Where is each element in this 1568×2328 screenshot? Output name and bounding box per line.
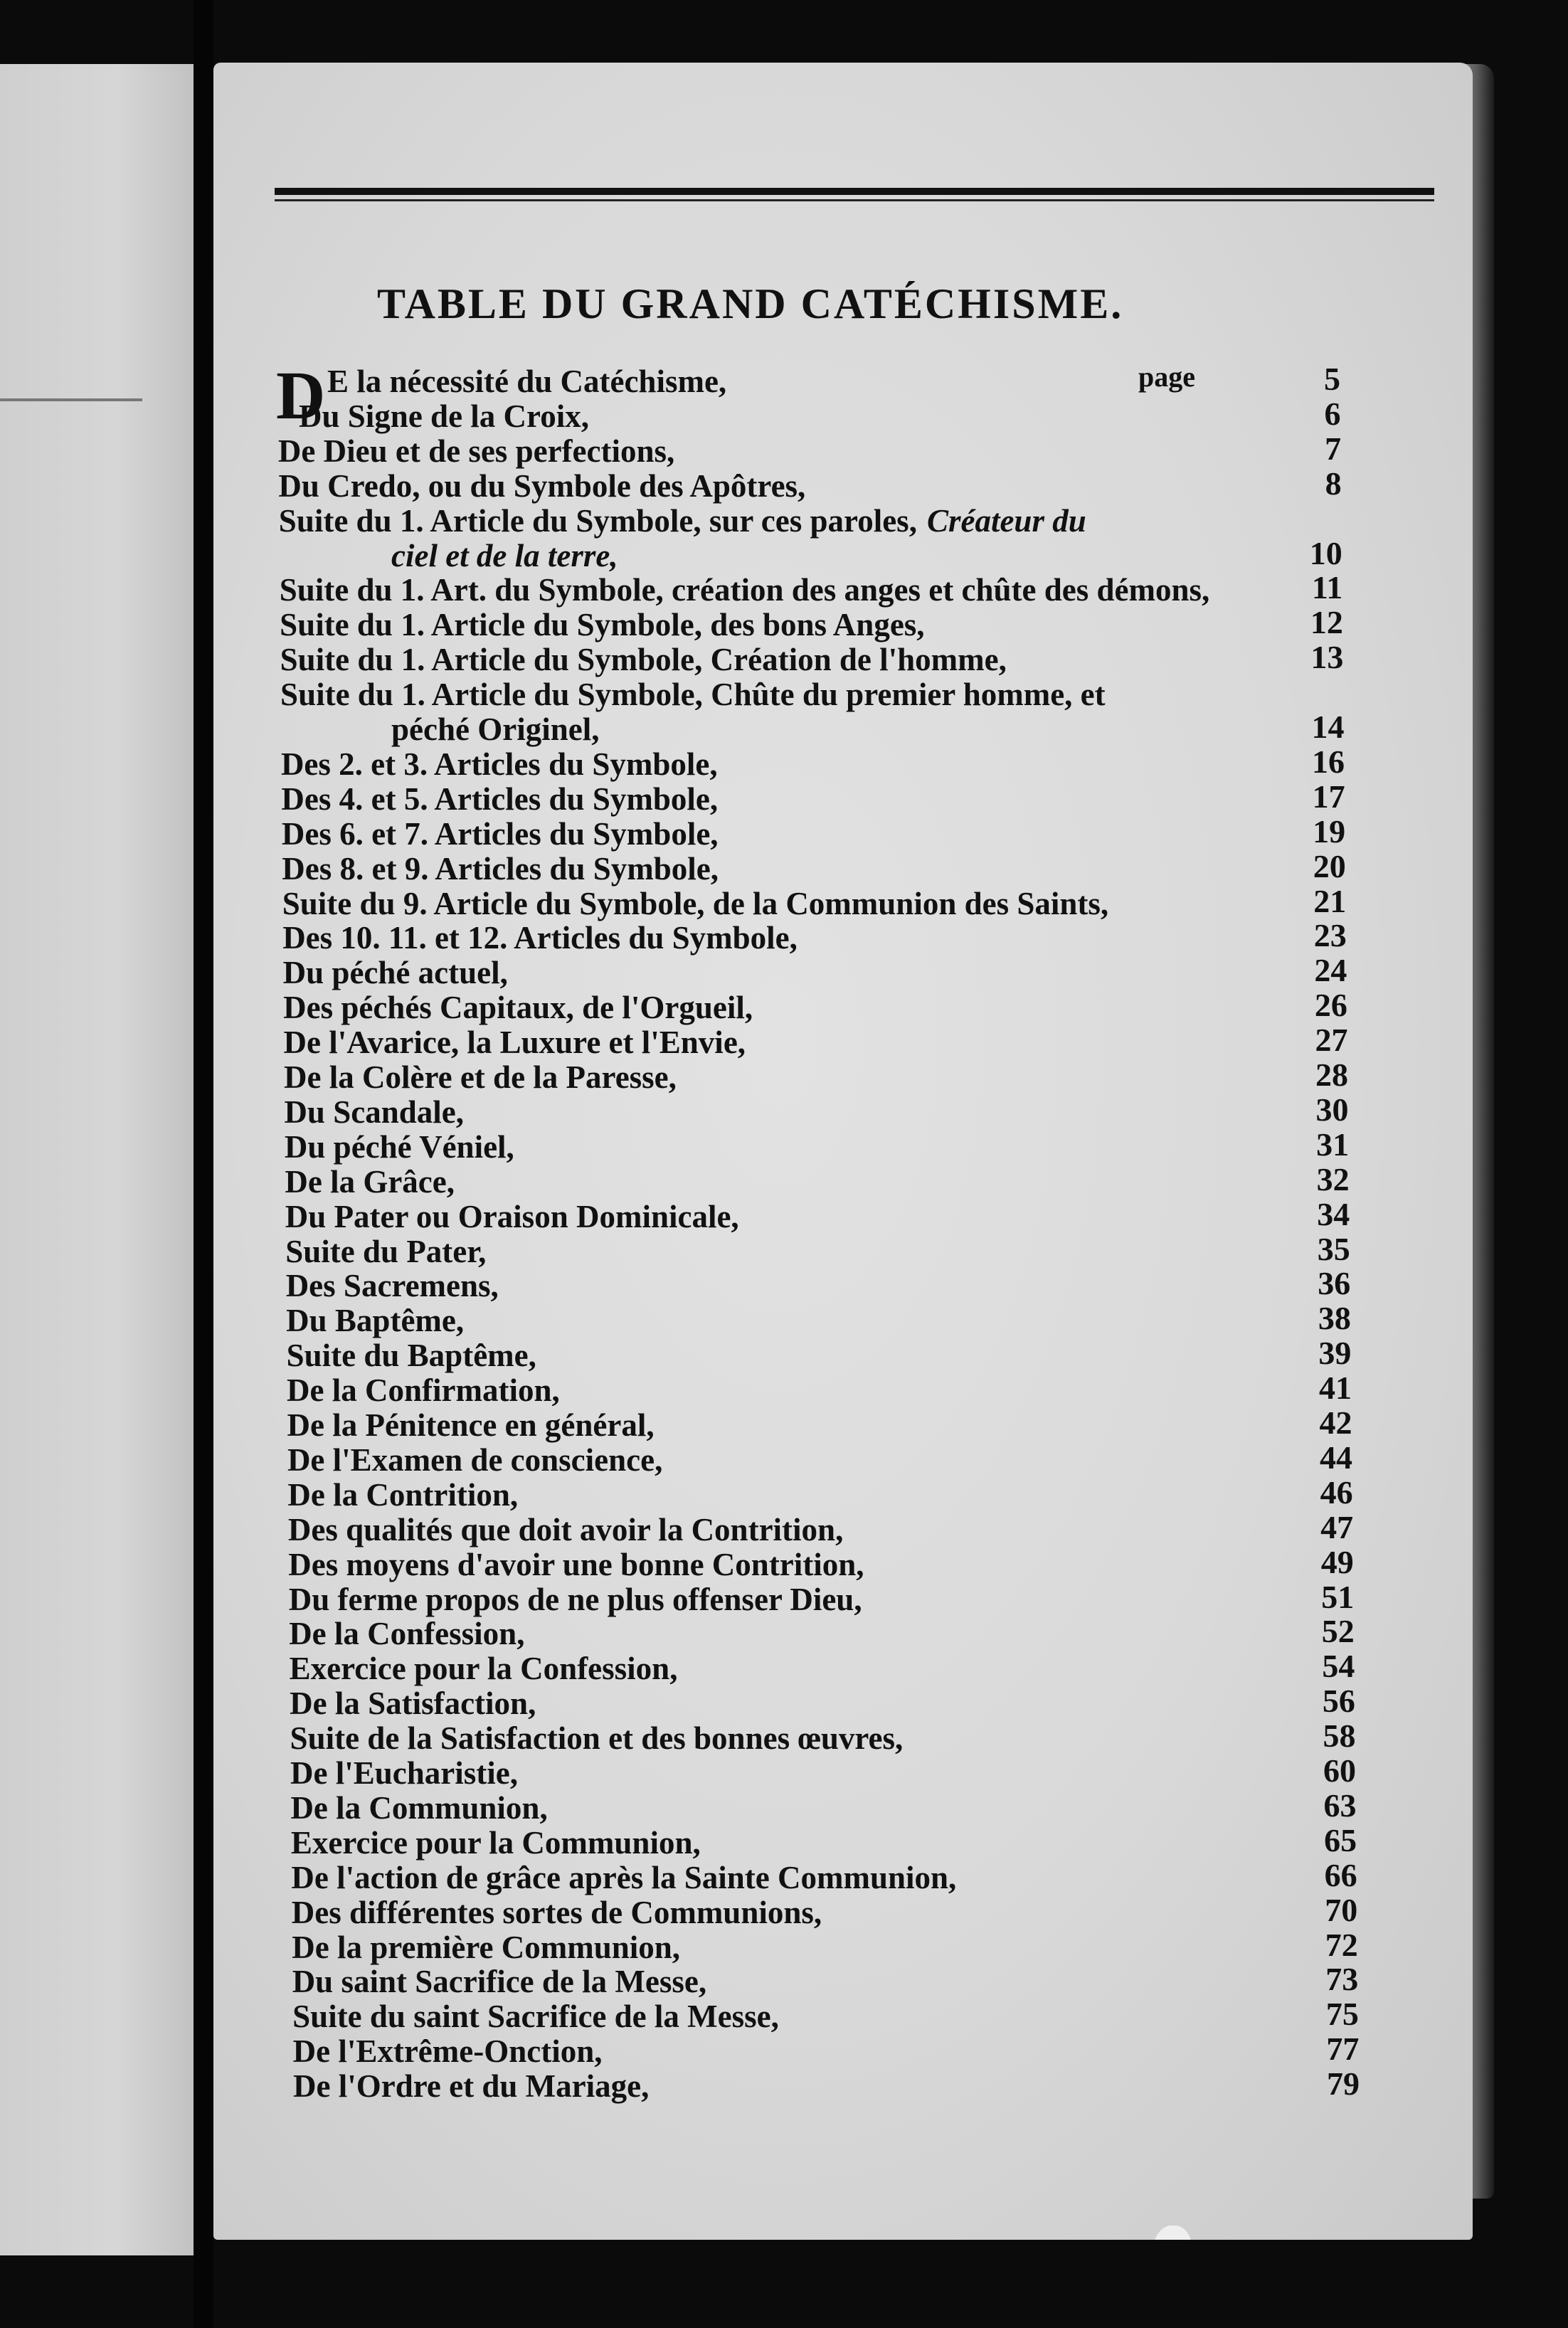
- toc-entry: [282, 885, 1108, 922]
- toc-entry-label: Exercice pour la Communion,: [290, 1824, 701, 1861]
- toc-entry-label: Des différentes sortes de Communions,: [291, 1894, 822, 1930]
- toc-entry: [283, 989, 753, 1026]
- toc-entry: [282, 919, 798, 956]
- toc-page-number: 23: [1313, 917, 1347, 954]
- toc-entry-label: De l'action de grâce après la Sainte Communion,: [291, 1859, 957, 1895]
- toc-entry: [284, 1094, 464, 1131]
- toc-entry-label: De la Contrition,: [287, 1476, 519, 1513]
- toc-entry: [285, 1198, 739, 1235]
- toc-page-number: 79: [1326, 2065, 1360, 2102]
- toc-page-number: 49: [1320, 1543, 1354, 1580]
- toc-entry-label: Suite du 1. Article du Symbole, sur ces paroles,: [278, 502, 917, 539]
- toc-entry: [280, 676, 1106, 713]
- toc-page-number: 52: [1321, 1613, 1355, 1650]
- toc-entry-label: ciel et de la terre,: [391, 537, 618, 573]
- toc-entry: [288, 1511, 843, 1548]
- toc-entry: [289, 1615, 524, 1652]
- toc-entry: [293, 2068, 649, 2105]
- drop-cap: D: [276, 357, 326, 433]
- toc-entry-label: De l'Ordre et du Mariage,: [293, 2068, 650, 2105]
- toc-page-number: 39: [1318, 1335, 1352, 1372]
- toc-entry: [282, 850, 719, 887]
- toc-page-number: 32: [1316, 1160, 1350, 1197]
- toc-entry-label: De la première Communion,: [292, 1929, 681, 1965]
- page-column-label: page: [1138, 361, 1195, 393]
- toc-entry-label: péché Originel,: [391, 711, 600, 747]
- toc-entry-label: Des moyens d'avoir une bonne Contrition,: [288, 1546, 864, 1582]
- toc-entry-label: Suite du 1. Article du Symbole, des bons Anges,: [280, 607, 925, 643]
- toc-page-number: 66: [1324, 1856, 1357, 1893]
- toc-entry: [292, 1963, 706, 2000]
- toc-page-number: 77: [1326, 2031, 1360, 2068]
- toc-entry: [287, 1372, 560, 1409]
- toc-entry-label: Suite du 1. Art. du Symbole, création des anges et chûte des démons,: [279, 572, 1210, 608]
- toc-entry-label: Du Scandale,: [284, 1094, 464, 1130]
- toc-entry: [290, 1789, 547, 1826]
- toc-page-number: 47: [1320, 1508, 1354, 1545]
- toc-entry-label: De la Confession,: [289, 1616, 525, 1652]
- toc-page-number: 14: [1311, 709, 1345, 745]
- toc-page-number: 51: [1321, 1578, 1355, 1615]
- toc-entry-label: Du Signe de la Croix,: [299, 398, 589, 434]
- toc-entry-label: Du saint Sacrifice de la Messe,: [292, 1964, 707, 2000]
- toc-entry-label: Du péché Véniel,: [284, 1128, 514, 1165]
- toc-page-number: 24: [1314, 952, 1347, 989]
- toc-entry: [290, 1685, 536, 1722]
- toc-entry-label: Suite du 1. Article du Symbole, Chûte du premier homme, et: [280, 677, 1106, 713]
- toc-page-number: 5: [1324, 361, 1340, 397]
- toc-entry: [291, 1859, 956, 1896]
- toc-entry: [282, 815, 719, 852]
- toc-entry-label: Suite de la Satisfaction et des bonnes œuvres,: [290, 1720, 904, 1757]
- toc-entry: [327, 363, 726, 400]
- toc-entry: [293, 2033, 603, 2070]
- toc-page-number: 31: [1316, 1126, 1350, 1163]
- toc-page-number: 42: [1319, 1404, 1352, 1441]
- toc-page-number: 60: [1323, 1752, 1356, 1789]
- toc-page-number: 56: [1322, 1683, 1355, 1720]
- toc-entry: [288, 1546, 864, 1583]
- toc-entry-label: De Dieu et de ses perfections,: [277, 433, 675, 469]
- toc-page-number: 41: [1318, 1370, 1352, 1407]
- toc-entry: [292, 1929, 680, 1966]
- toc-entry: [283, 954, 508, 991]
- toc-entry-label: Exercice pour la Confession,: [289, 1651, 678, 1687]
- top-rule-thin: [275, 199, 1434, 201]
- toc-entry-label: Des Sacremens,: [285, 1268, 499, 1304]
- toc-entry: [292, 1894, 822, 1931]
- toc-entry: [291, 1824, 701, 1861]
- document-page: [213, 63, 1473, 2240]
- paper-damage: [1153, 2226, 1192, 2240]
- toc-entry-label-italic: Créateur du: [926, 502, 1086, 539]
- toc-page-number: 36: [1318, 1265, 1351, 1302]
- toc-entry: [284, 1059, 677, 1096]
- toc-entry-label: Des qualités que doit avoir la Contrition,: [287, 1511, 844, 1547]
- toc-entry: [287, 1441, 662, 1478]
- toc-entry-label: Des 8. et 9. Articles du Symbole,: [282, 850, 719, 887]
- toc-entry-label: De l'Eucharistie,: [290, 1755, 518, 1791]
- toc-page-number: 26: [1314, 987, 1347, 1024]
- toc-page-number: 63: [1323, 1787, 1357, 1824]
- toc-entry-label: Des 4. et 5. Articles du Symbole,: [281, 781, 719, 817]
- toc-entry: [391, 537, 618, 574]
- toc-page-number: 35: [1317, 1230, 1350, 1267]
- toc-page-number: 34: [1317, 1195, 1350, 1232]
- toc-page-number: 46: [1320, 1473, 1353, 1510]
- toc-page-number: 44: [1320, 1439, 1353, 1476]
- toc-entry-label: De la Grâce,: [285, 1163, 455, 1200]
- toc-page-number: 7: [1325, 430, 1342, 467]
- toc-page-number: 27: [1315, 1022, 1348, 1059]
- toc-entry-label: Du péché actuel,: [282, 955, 508, 991]
- toc-entry: [285, 1233, 486, 1270]
- toc-page-number: 72: [1325, 1926, 1358, 1963]
- toc-entry-label: De la Confirmation,: [287, 1372, 560, 1409]
- toc-entry-label: De l'Examen de conscience,: [287, 1441, 663, 1478]
- toc-entry: [287, 1476, 518, 1513]
- toc-page-number: 58: [1323, 1718, 1356, 1755]
- toc-entry-label: Des 2. et 3. Articles du Symbole,: [280, 746, 718, 782]
- top-rule: [275, 188, 1434, 195]
- toc-entry: [287, 1337, 536, 1374]
- toc-page-number: 8: [1325, 465, 1342, 502]
- toc-entry: [281, 781, 718, 818]
- toc-entry: [281, 746, 718, 783]
- toc-page-number: 54: [1322, 1648, 1355, 1685]
- toc-page-number: 75: [1325, 1996, 1359, 2033]
- toc-entry-label: De la Communion,: [290, 1789, 548, 1826]
- toc-entry-label: Du ferme propos de ne plus offenser Dieu,: [288, 1581, 862, 1617]
- toc-entry: [284, 1024, 746, 1061]
- toc-page-number: 6: [1324, 395, 1341, 432]
- binding-gutter: [194, 0, 213, 2328]
- toc-entry: [280, 606, 924, 643]
- toc-entry: [287, 1407, 655, 1444]
- toc-page-number: 73: [1325, 1961, 1359, 1998]
- toc-entry: [289, 1581, 862, 1618]
- toc-entry: [290, 1755, 518, 1792]
- toc-entry: [279, 502, 1086, 539]
- toc-entry: [280, 571, 1210, 608]
- toc-page-number: 11: [1311, 569, 1343, 606]
- toc-entry: [290, 1650, 678, 1687]
- toc-entry: [278, 433, 674, 470]
- toc-page-number: 19: [1313, 813, 1346, 850]
- toc-page-number: 38: [1318, 1300, 1351, 1337]
- toc-page-number: 10: [1309, 534, 1342, 571]
- toc-entry: [286, 1267, 499, 1304]
- toc-entry: [285, 1128, 514, 1165]
- toc-entry: [278, 467, 805, 504]
- toc-entry-label: Suite du 9. Article du Symbole, de la Communion des Saints,: [282, 885, 1109, 921]
- toc-entry-label: Des péchés Capitaux, de l'Orgueil,: [283, 990, 753, 1026]
- toc-entry-label: Suite du saint Sacrifice de la Messe,: [292, 1999, 779, 2035]
- toc-page-number: 30: [1315, 1091, 1349, 1128]
- toc-entry-label: Des 10. 11. et 12. Articles du Symbole,: [282, 920, 798, 956]
- toc-page-number: 20: [1313, 847, 1346, 884]
- toc-entry-label: Suite du Baptême,: [286, 1338, 536, 1374]
- toc-page-number: 28: [1315, 1057, 1348, 1093]
- toc-entry: [286, 1302, 464, 1339]
- toc-entry: [290, 1720, 904, 1757]
- toc-page-number: 13: [1310, 639, 1344, 676]
- toc-entry-label: De l'Extrême-Onction,: [292, 2033, 603, 2070]
- toc-page-number: 70: [1325, 1891, 1358, 1928]
- page-title: TABLE DU GRAND CATÉCHISME.: [377, 280, 1124, 327]
- toc-entry-label: Du Credo, ou du Symbole des Apôtres,: [278, 467, 806, 504]
- toc-entry-label: De la Pénitence en général,: [287, 1407, 655, 1443]
- toc-entry-label: De la Satisfaction,: [290, 1686, 536, 1722]
- toc-page-number: 16: [1312, 743, 1345, 780]
- toc-entry-label: Des 6. et 7. Articles du Symbole,: [281, 815, 719, 852]
- toc-entry-label: De l'Avarice, la Luxure et l'Envie,: [283, 1025, 746, 1061]
- toc-entry: [280, 641, 1007, 678]
- toc-entry-label: Du Baptême,: [286, 1303, 465, 1339]
- toc-entry: [391, 711, 599, 748]
- facing-page: [0, 64, 194, 2255]
- toc-entry-label: Suite du 1. Article du Symbole, Création de l'homme,: [280, 642, 1007, 678]
- toc-entry-label: Du Pater ou Oraison Dominicale,: [285, 1198, 739, 1234]
- toc-page-number: 65: [1324, 1821, 1357, 1858]
- toc-entry-label: E la nécessité du Catéchisme,: [327, 364, 727, 399]
- toc-entry-label: De la Colère et de la Paresse,: [284, 1059, 677, 1095]
- toc-page-number: 12: [1310, 604, 1343, 641]
- toc-entry-label: Suite du Pater,: [285, 1233, 487, 1269]
- toc-entry: [292, 1998, 779, 2035]
- toc-page-number: 17: [1312, 778, 1345, 815]
- toc-entry: [299, 398, 589, 435]
- toc-page-number: 21: [1313, 882, 1347, 919]
- toc-entry: [285, 1163, 455, 1200]
- divider: [0, 398, 142, 401]
